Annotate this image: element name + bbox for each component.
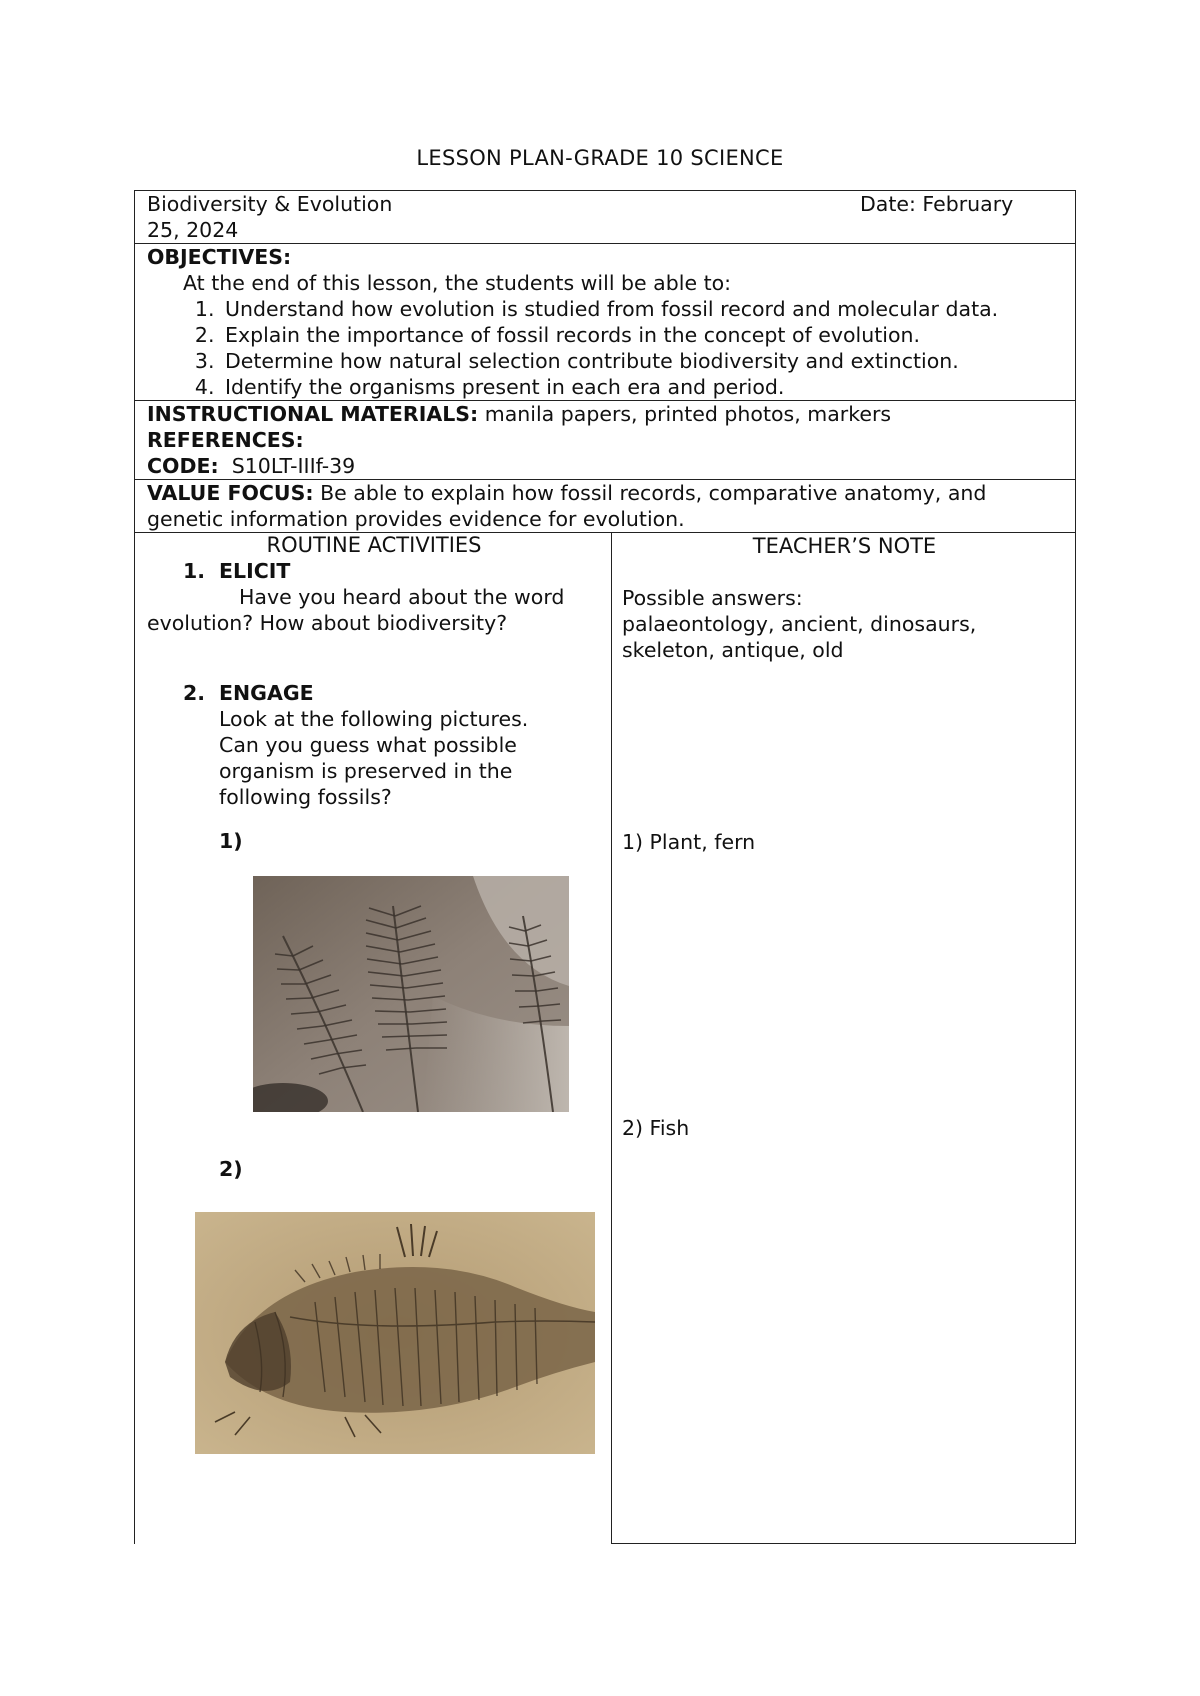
elicit-question: Have you heard about the word: [239, 585, 565, 609]
fish-fossil-photo: [195, 1212, 595, 1454]
objectives-label: OBJECTIVES:: [147, 245, 292, 269]
materials-value: manila papers, printed photos, markers: [478, 402, 892, 426]
value-focus-label: VALUE FOCUS:: [147, 481, 314, 505]
value-focus-row: [134, 479, 1076, 532]
objective-item: 4. Identify the organisms present in each era and period.: [221, 374, 1063, 400]
value-focus-text: Be able to explain how fossil records, comparative anatomy, and: [313, 481, 987, 505]
possible-answers-text: palaeontology, ancient, dinosaurs,: [622, 612, 977, 636]
engage-line: Look at the following pictures.: [219, 707, 529, 731]
teachers-note-column: [611, 532, 1076, 1544]
code-value: S10LT-IIIf-39: [231, 454, 356, 478]
objectives-list: [147, 296, 1063, 400]
references-label: REFERENCES:: [147, 428, 304, 452]
value-focus-text-cont: genetic information provides evidence for evolution.: [147, 507, 685, 531]
materials-label: INSTRUCTIONAL MATERIALS:: [147, 402, 479, 426]
value-focus-line: [147, 480, 1063, 506]
elicit-question-cont: evolution? How about biodiversity?: [147, 611, 508, 635]
routine-activities-heading: ROUTINE ACTIVITIES: [266, 533, 482, 557]
date-continued: 25, 2024: [147, 218, 239, 242]
header-row: [134, 190, 1076, 243]
topic: Biodiversity & Evolution: [147, 192, 393, 216]
page-title: LESSON PLAN-GRADE 10 SCIENCE: [416, 146, 784, 170]
objectives-row: [134, 243, 1076, 400]
lesson-plan-table: [134, 190, 1076, 1544]
code-line: [147, 453, 1063, 479]
materials-row: [134, 400, 1076, 479]
fish-fossil-image: [195, 1212, 595, 1454]
fern-fossil-photo: [253, 876, 569, 1112]
possible-answers-label: Possible answers:: [622, 586, 803, 610]
materials-line: [147, 401, 1063, 427]
objective-item: 3. Determine how natural selection contribute biodiversity and extinction.: [221, 348, 1063, 374]
objectives-intro: At the end of this lesson, the students will be able to:: [183, 271, 732, 295]
objective-item: 1. Understand how evolution is studied from fossil record and molecular data.: [221, 296, 1063, 322]
picture-2-label: 2): [219, 1157, 243, 1181]
code-label: CODE:: [147, 454, 219, 478]
engage-line: organism is preserved in the: [219, 759, 513, 783]
routine-activities-column: [134, 532, 612, 1544]
engage-title: ENGAGE: [219, 681, 314, 705]
possible-answers-text-cont: skeleton, antique, old: [622, 638, 844, 662]
elicit-number: 1.: [183, 559, 206, 583]
answer-2: 2) Fish: [622, 1116, 690, 1140]
teachers-note-heading: TEACHER’S NOTE: [752, 534, 937, 558]
engage-number: 2.: [183, 681, 206, 705]
engage-line: Can you guess what possible: [219, 733, 517, 757]
date-label: Date: February: [860, 192, 1014, 216]
elicit-title: ELICIT: [219, 559, 291, 583]
answer-1: 1) Plant, fern: [622, 830, 756, 854]
fern-fossil-image: [253, 876, 569, 1112]
engage-line: following fossils?: [219, 785, 392, 809]
picture-1-label: 1): [219, 829, 243, 853]
objective-item: 2. Explain the importance of fossil records in the concept of evolution.: [221, 322, 1063, 348]
